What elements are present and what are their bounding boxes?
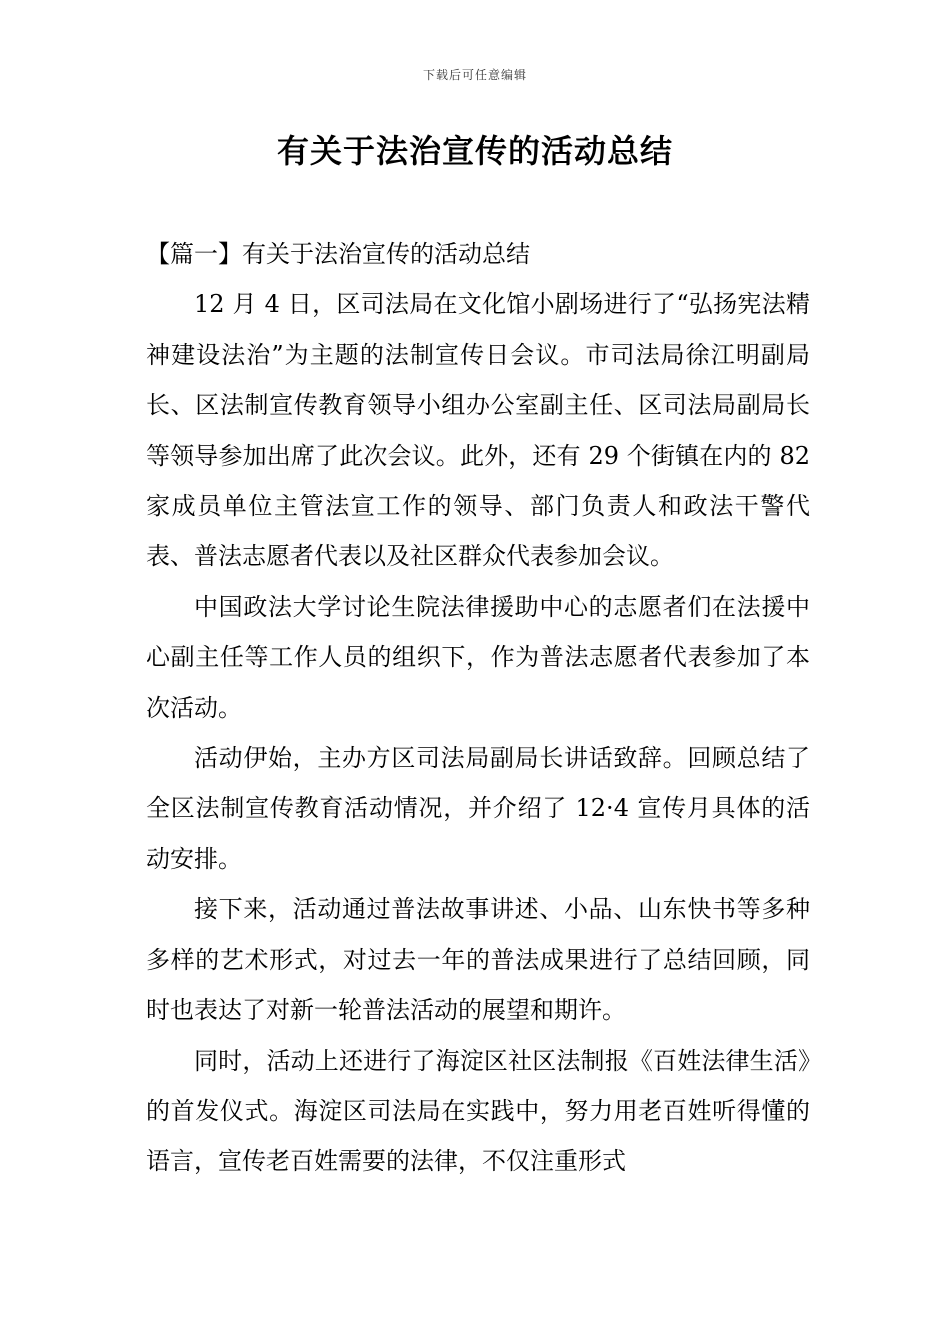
paragraph-5: 同时，活动上还进行了海淀区社区法制报《百姓法律生活》的首发仪式。海淀区司法局在实践中，努力用老百姓听得懂的语言，宣传老百姓需要的法律，不仅注重形式 bbox=[146, 1046, 810, 1176]
paragraph-3: 活动伊始，主办方区司法局副局长讲话致辞。回顾总结了全区法制宣传教育活动情况，并介绍了 12·4 宣传月具体的活动安排。 bbox=[146, 744, 810, 873]
paragraph-2: 中国政法大学讨论生院法律援助中心的志愿者们在法援中心副主任等工作人员的组织下，作为普法志愿者代表参加了本次活动。 bbox=[146, 592, 810, 722]
paragraph-1: 12 月 4 日，区司法局在文化馆小剧场进行了“弘扬宪法精神建设法治”为主题的法制宣传日会议。市司法局徐江明副局长、区法制宣传教育领导小组办公室副主任、区司法局副局长等领导参加出席了此次会议。此外，还有 29 个街镇在内的 82 家成员单位主管法宣工作的领导、部门负责人和政法干警代表、普法志愿者代表以及社区群众代表参加会议。 bbox=[146, 290, 810, 571]
document-title: 有关于法治宣传的活动总结 bbox=[276, 132, 673, 170]
document-body bbox=[146, 229, 810, 1187]
header-note: 下载后可任意编辑 bbox=[422, 68, 527, 82]
paragraph-4: 接下来，活动通过普法故事讲述、小品、山东快书等多种多样的艺术形式，对过去一年的普法成果进行了总结回顾，同时也表达了对新一轮普法活动的展望和期许。 bbox=[146, 895, 810, 1025]
section-heading: 【篇一】有关于法治宣传的活动总结 bbox=[146, 240, 530, 268]
